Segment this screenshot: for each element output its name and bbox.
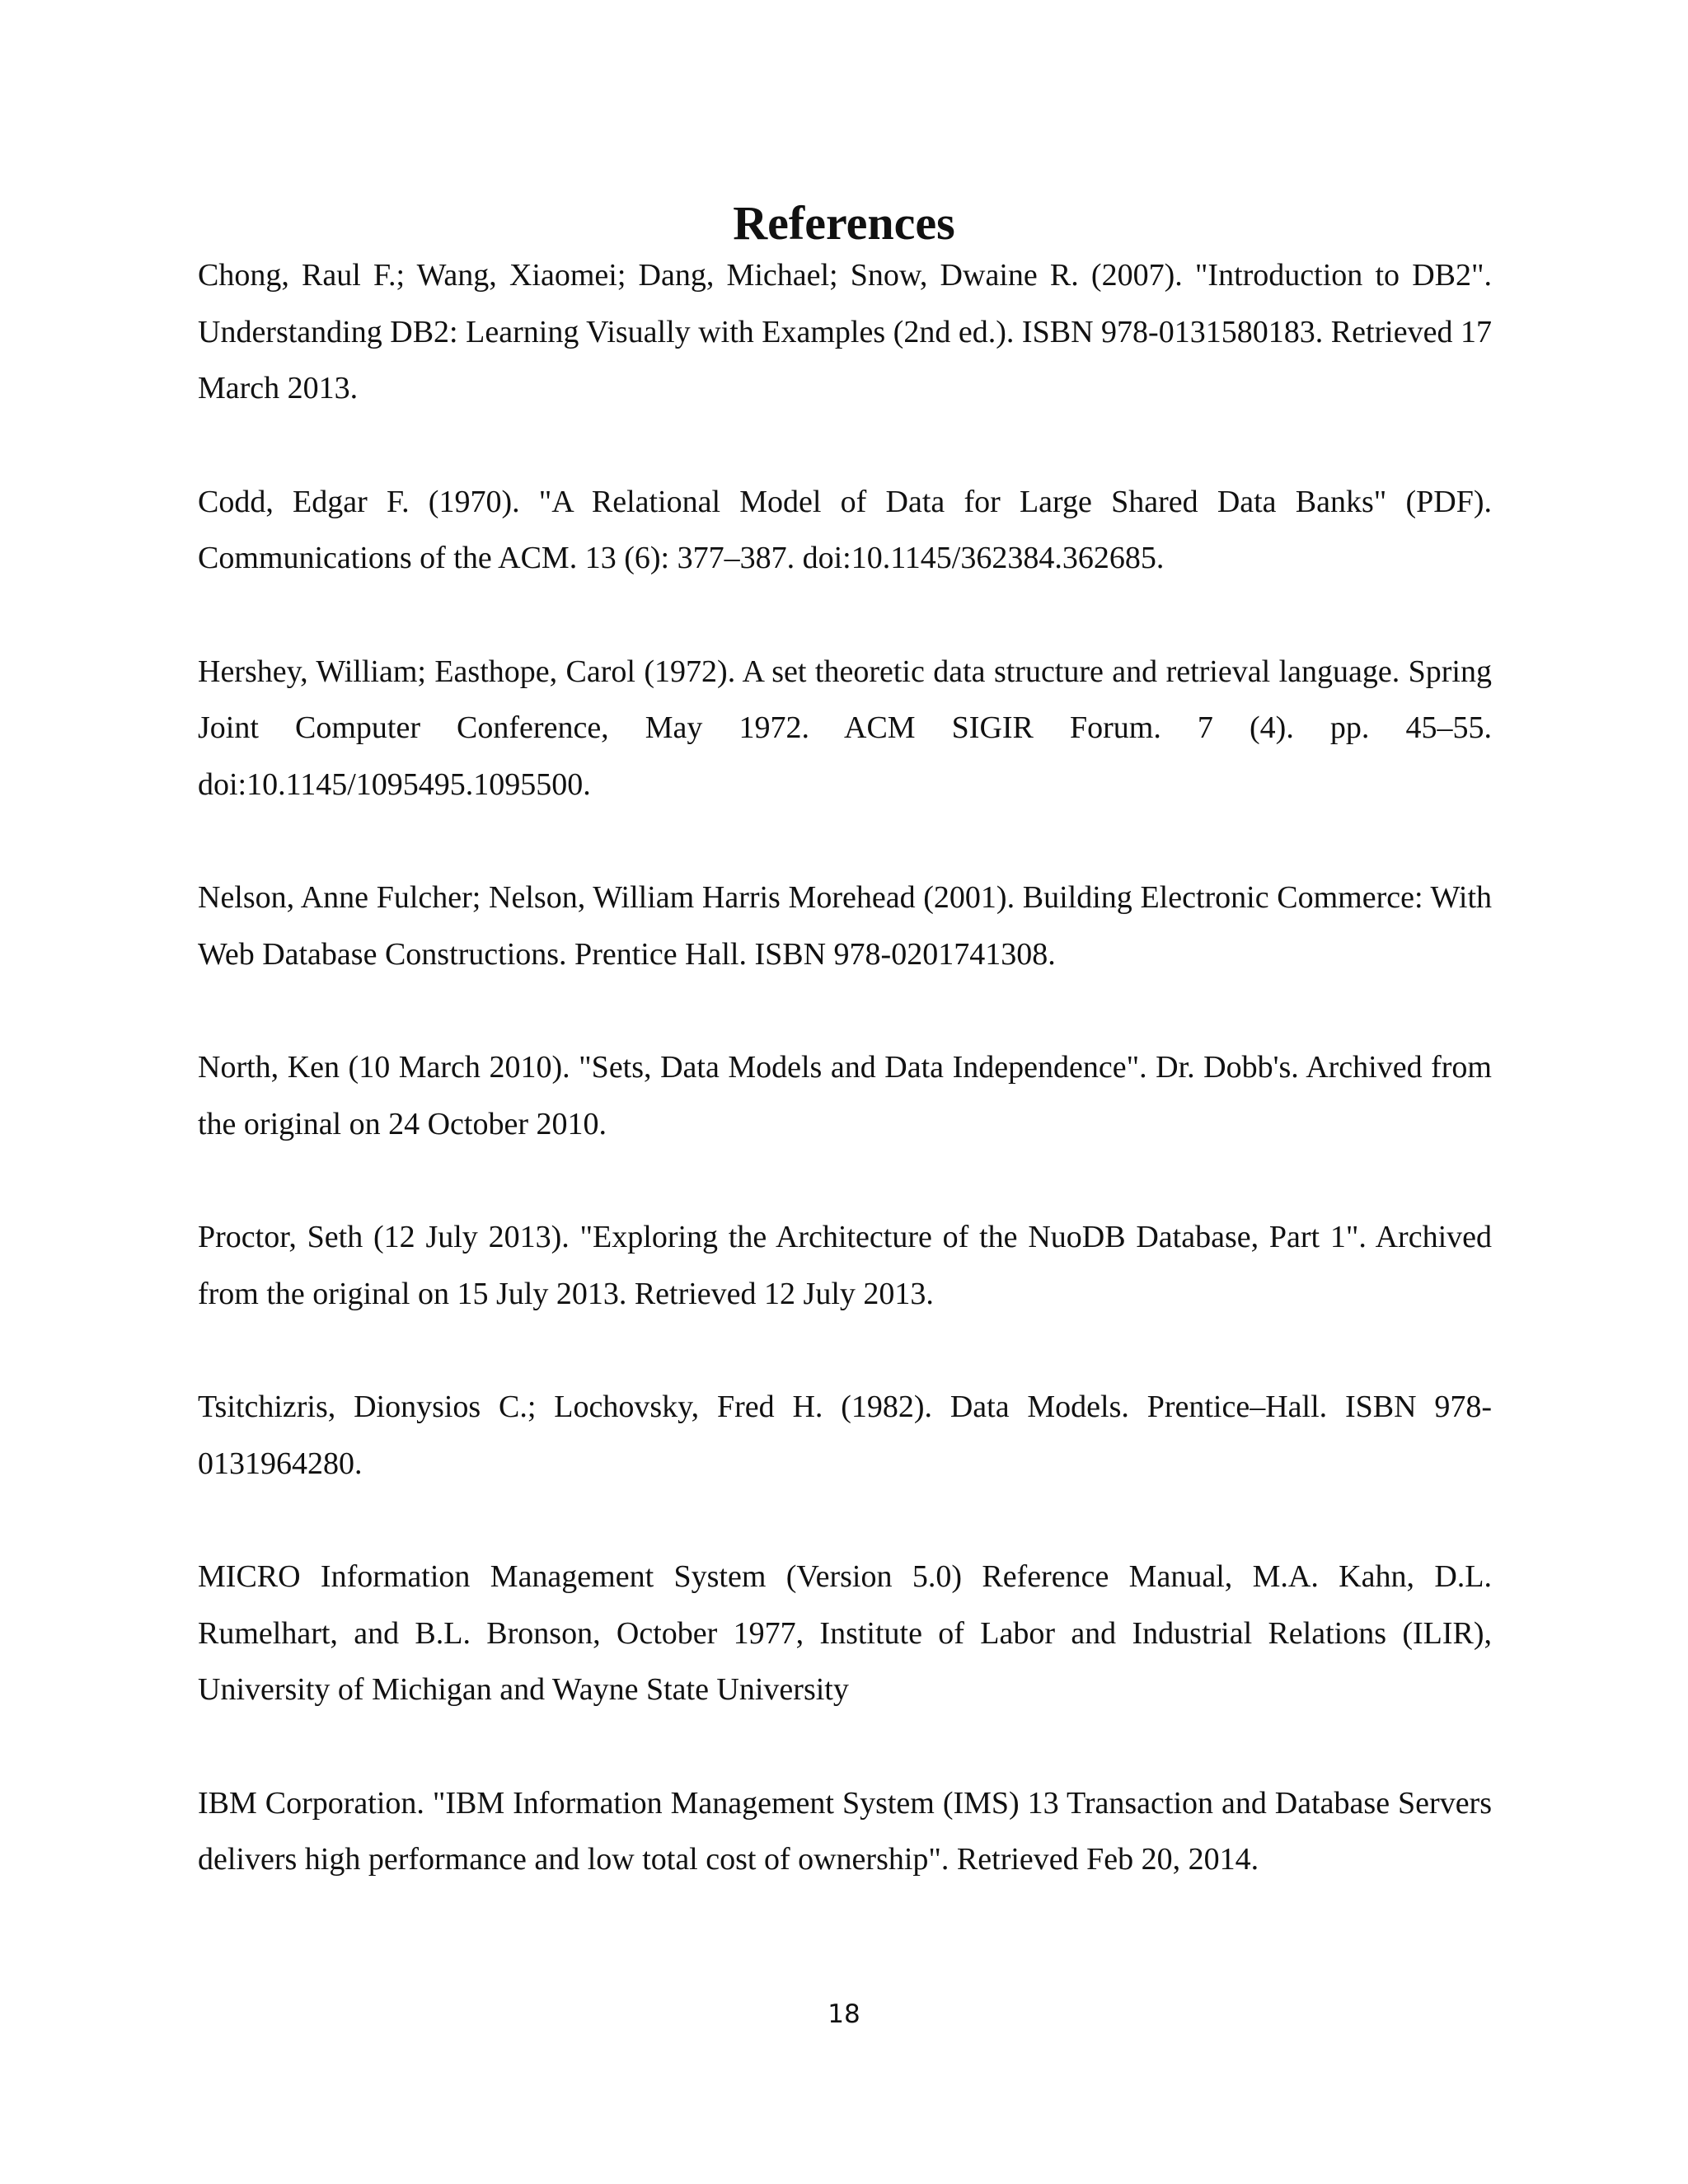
reference-entry-chong: Chong, Raul F.; Wang, Xiaomei; Dang, Michael; Snow, Dwaine R. (2007). "Introduction to DB2". Understanding DB2: Learning Visually with Examples (2nd ed.). ISBN 978-0131580183. Retrieved 17 March 2013. [198, 258, 1492, 405]
page-number: 18 [828, 1999, 860, 2029]
reference-entry-north: North, Ken (10 March 2010). "Sets, Data Models and Data Independence". Dr. Dobb's. Archived from the original on 24 October 2010. [198, 1050, 1492, 1141]
page-title: References [733, 196, 955, 250]
reference-entry-codd: Codd, Edgar F. (1970). "A Relational Model of Data for Large Shared Data Banks" (PDF). Communications of the ACM. 13 (6): 377–387. doi:10.1145/362384.362685. [198, 484, 1492, 575]
reference-entry-tsitchizris: Tsitchizris, Dionysios C.; Lochovsky, Fred H. (1982). Data Models. Prentice–Hall. ISBN 978-0131964280. [198, 1390, 1492, 1481]
reference-list [198, 247, 1492, 1888]
reference-entry-ibm: IBM Corporation. "IBM Information Management System (IMS) 13 Transaction and Database Servers delivers high performance and low total cost of ownership". Retrieved Feb 20, 2014. [198, 1785, 1492, 1877]
reference-entry-micro: MICRO Information Management System (Version 5.0) Reference Manual, M.A. Kahn, D.L. Rumelhart, and B.L. Bronson, October 1977, Institute of Labor and Industrial Relations (ILIR), University of Michigan and Wayne State University [198, 1559, 1492, 1707]
reference-entry-hershey: Hershey, William; Easthope, Carol (1972). A set theoretic data structure and retrieval language. Spring Joint Computer Conference, May 1972. ACM SIGIR Forum. 7 (4). pp. 45–55. doi:10.1145/1095495.1095500. [198, 654, 1492, 802]
reference-entry-proctor: Proctor, Seth (12 July 2013). "Exploring the Architecture of the NuoDB Database, Part 1". Archived from the original on 15 July 2013. Retrieved 12 July 2013. [198, 1220, 1492, 1311]
reference-entry-nelson: Nelson, Anne Fulcher; Nelson, William Harris Morehead (2001). Building Electronic Commerce: With Web Database Constructions. Prentice Hall. ISBN 978-0201741308. [198, 880, 1492, 972]
